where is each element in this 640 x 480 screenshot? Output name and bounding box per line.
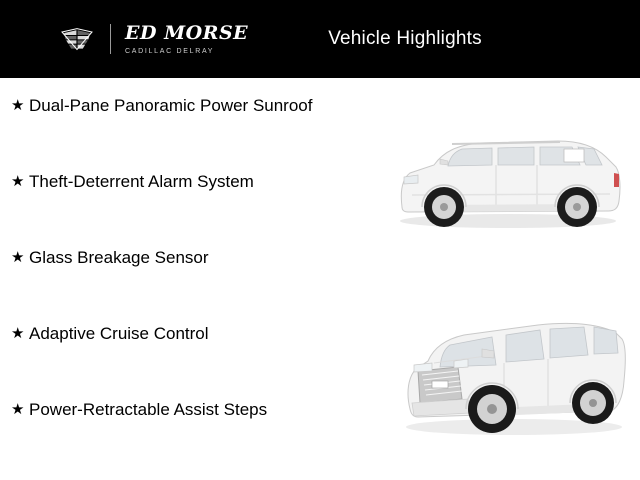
feature-label: Dual-Pane Panoramic Power Sunroof	[29, 96, 313, 115]
list-item	[0, 96, 385, 172]
star-icon: ★	[11, 173, 25, 190]
cadillac-crest-icon	[60, 27, 94, 51]
feature-label: Theft-Deterrent Alarm System	[29, 172, 254, 191]
dealer-name: ED MORSE	[125, 21, 249, 44]
vehicle-photo-front-three-quarter	[388, 285, 631, 463]
dealer-subtitle: CADILLAC DELRAY	[125, 47, 215, 55]
star-icon: ★	[11, 97, 25, 114]
vehicle-photo-side-profile	[388, 95, 631, 269]
star-icon: ★	[11, 249, 25, 266]
page-header	[0, 0, 640, 78]
dealer-branding	[60, 16, 248, 62]
star-icon: ★	[11, 325, 25, 342]
list-item	[0, 172, 385, 248]
feature-label: Power-Retractable Assist Steps	[29, 400, 268, 419]
feature-label: Adaptive Cruise Control	[29, 324, 209, 343]
star-icon: ★	[11, 401, 25, 418]
list-item	[0, 248, 385, 324]
brand-divider	[110, 24, 111, 54]
dealer-name-block	[125, 21, 249, 55]
page-title: Vehicle Highlights	[328, 28, 482, 49]
feature-label: Glass Breakage Sensor	[29, 248, 209, 267]
list-item	[0, 324, 385, 400]
list-item	[0, 400, 385, 476]
vehicle-highlights-list	[0, 96, 385, 476]
